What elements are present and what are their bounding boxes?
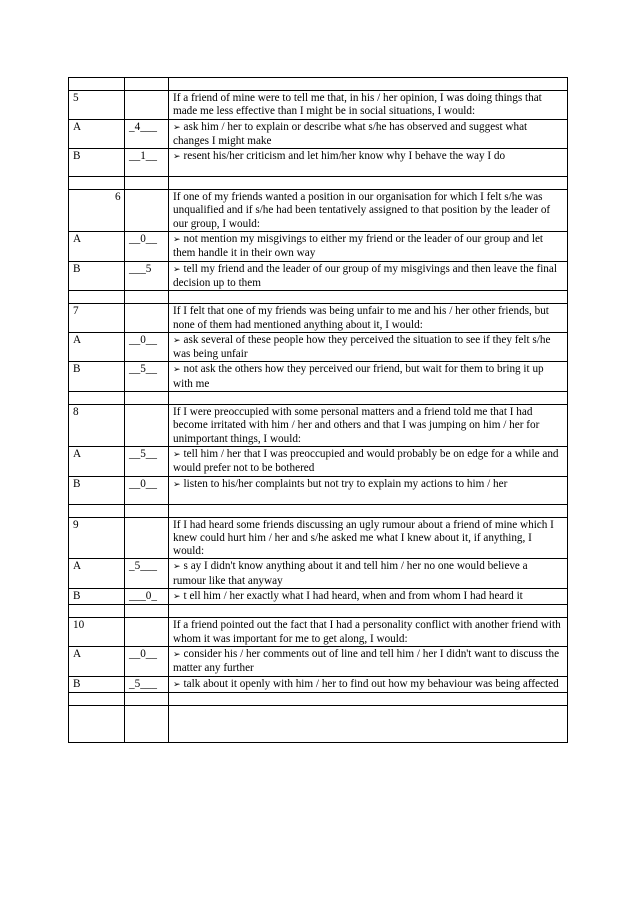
questionnaire-table [68,77,568,743]
option-text: consider his / her comments out of line and tell him / her I didn't want to discuss the matter any further [173,647,560,675]
spacer-row [69,504,568,517]
option-text: tell my friend and the leader of our group of my misgivings and then leave the final decision up to them [173,262,557,289]
spacer-row [69,291,568,304]
option-row [69,646,568,676]
option-row [69,149,568,177]
option-score: __5__ [125,362,169,392]
option-score: ___0_ [125,589,169,605]
arrow-bullet-icon: ➢ [173,335,181,346]
arrow-bullet-icon: ➢ [173,264,181,275]
option-score: __0__ [125,232,169,262]
question-number: 9 [69,517,125,559]
question-text: If a friend pointed out the fact that I had a personality conflict with another friend with whom it was important for me to get along, I would: [169,618,568,647]
option-text: t ell him / her exactly what I had heard, when and from whom I had heard it [183,590,523,603]
option-row [69,261,568,291]
option-text: not mention my misgivings to either my friend or the leader of our group and let them handle it in their own way [173,233,544,260]
spacer-row [69,177,568,190]
spacer-row [69,78,568,91]
option-score: __0__ [125,476,169,504]
option-text: ask several of these people how they perceived the situation to see if they felt s/he was being unfair [173,333,551,361]
question-row [69,405,568,447]
option-text: ask him / her to explain or describe what s/he has observed and suggest what changes I might make [173,120,528,147]
arrow-bullet-icon: ➢ [173,679,181,690]
question-row [69,190,568,232]
arrow-bullet-icon: ➢ [173,592,181,603]
option-row [69,676,568,692]
question-number: 6 [69,190,125,232]
option-letter: B [69,476,125,504]
option-letter: A [69,119,125,149]
spacer-row [69,705,568,742]
question-row [69,304,568,333]
option-letter: B [69,149,125,177]
question-number: 8 [69,405,125,447]
option-letter: B [69,261,125,291]
question-text: If I felt that one of my friends was being unfair to me and his / her other friends, but none of them had mentioned anything about it, I would: [169,304,568,333]
spacer-row [69,392,568,405]
spacer-row [69,692,568,705]
question-text: If a friend of mine were to tell me that, in his / her opinion, I was doing things that made me less effective than I might be in social situations, I would: [169,91,568,120]
option-text: s ay I didn't know anything about it and tell him / her no one would believe a rumour like that anyway [173,560,528,587]
question-text: If I had heard some friends discussing an ugly rumour about a friend of mine which I knew could hurt him / her and s/he asked me what I knew about it, if anything, I would: [169,517,568,559]
question-row [69,517,568,559]
option-score: _4___ [125,119,169,149]
arrow-bullet-icon: ➢ [173,122,181,133]
option-letter: A [69,446,125,476]
option-letter: A [69,232,125,262]
arrow-bullet-icon: ➢ [173,449,181,460]
option-row [69,476,568,504]
option-text: tell him / her that I was preoccupied and would probably be on edge for a while and would prefer not to be bothered [173,447,559,475]
question-text: If I were preoccupied with some personal matters and a friend told me that I had become irritated with him / her and others and that I was jumping on him / her for unimportant things, I would: [169,405,568,447]
option-row [69,362,568,392]
option-text: listen to his/her complaints but not try to explain my actions to him / her [183,477,508,490]
question-row [69,618,568,647]
arrow-bullet-icon: ➢ [173,649,181,660]
option-row [69,332,568,362]
option-score: _5___ [125,559,169,589]
option-row [69,119,568,149]
arrow-bullet-icon: ➢ [173,479,181,490]
arrow-bullet-icon: ➢ [173,365,181,376]
option-letter: B [69,589,125,605]
option-letter: B [69,676,125,692]
option-row [69,446,568,476]
option-letter: A [69,559,125,589]
arrow-bullet-icon: ➢ [173,152,181,163]
option-text: resent his/her criticism and let him/her know why I behave the way I do [183,150,506,163]
arrow-bullet-icon: ➢ [173,235,181,246]
option-row [69,559,568,589]
arrow-bullet-icon: ➢ [173,562,181,573]
question-text: If one of my friends wanted a position in our organisation for which I felt s/he was unqualified and if s/he had been tentatively assigned to that position by the leader of our group, I would: [169,190,568,232]
option-score: ___5 [125,261,169,291]
question-number: 10 [69,618,125,647]
option-score: __1__ [125,149,169,177]
option-letter: A [69,646,125,676]
option-row [69,232,568,262]
option-letter: A [69,332,125,362]
question-number: 7 [69,304,125,333]
option-text: not ask the others how they perceived our friend, but wait for them to bring it up with me [173,363,544,390]
option-row [69,589,568,605]
option-score: __5__ [125,446,169,476]
option-score: __0__ [125,646,169,676]
option-score: __0__ [125,332,169,362]
question-number: 5 [69,91,125,120]
option-text: talk about it openly with him / her to find out how my behaviour was being affected [183,677,559,690]
spacer-row [69,605,568,618]
question-row [69,91,568,120]
option-score: _5___ [125,676,169,692]
option-letter: B [69,362,125,392]
